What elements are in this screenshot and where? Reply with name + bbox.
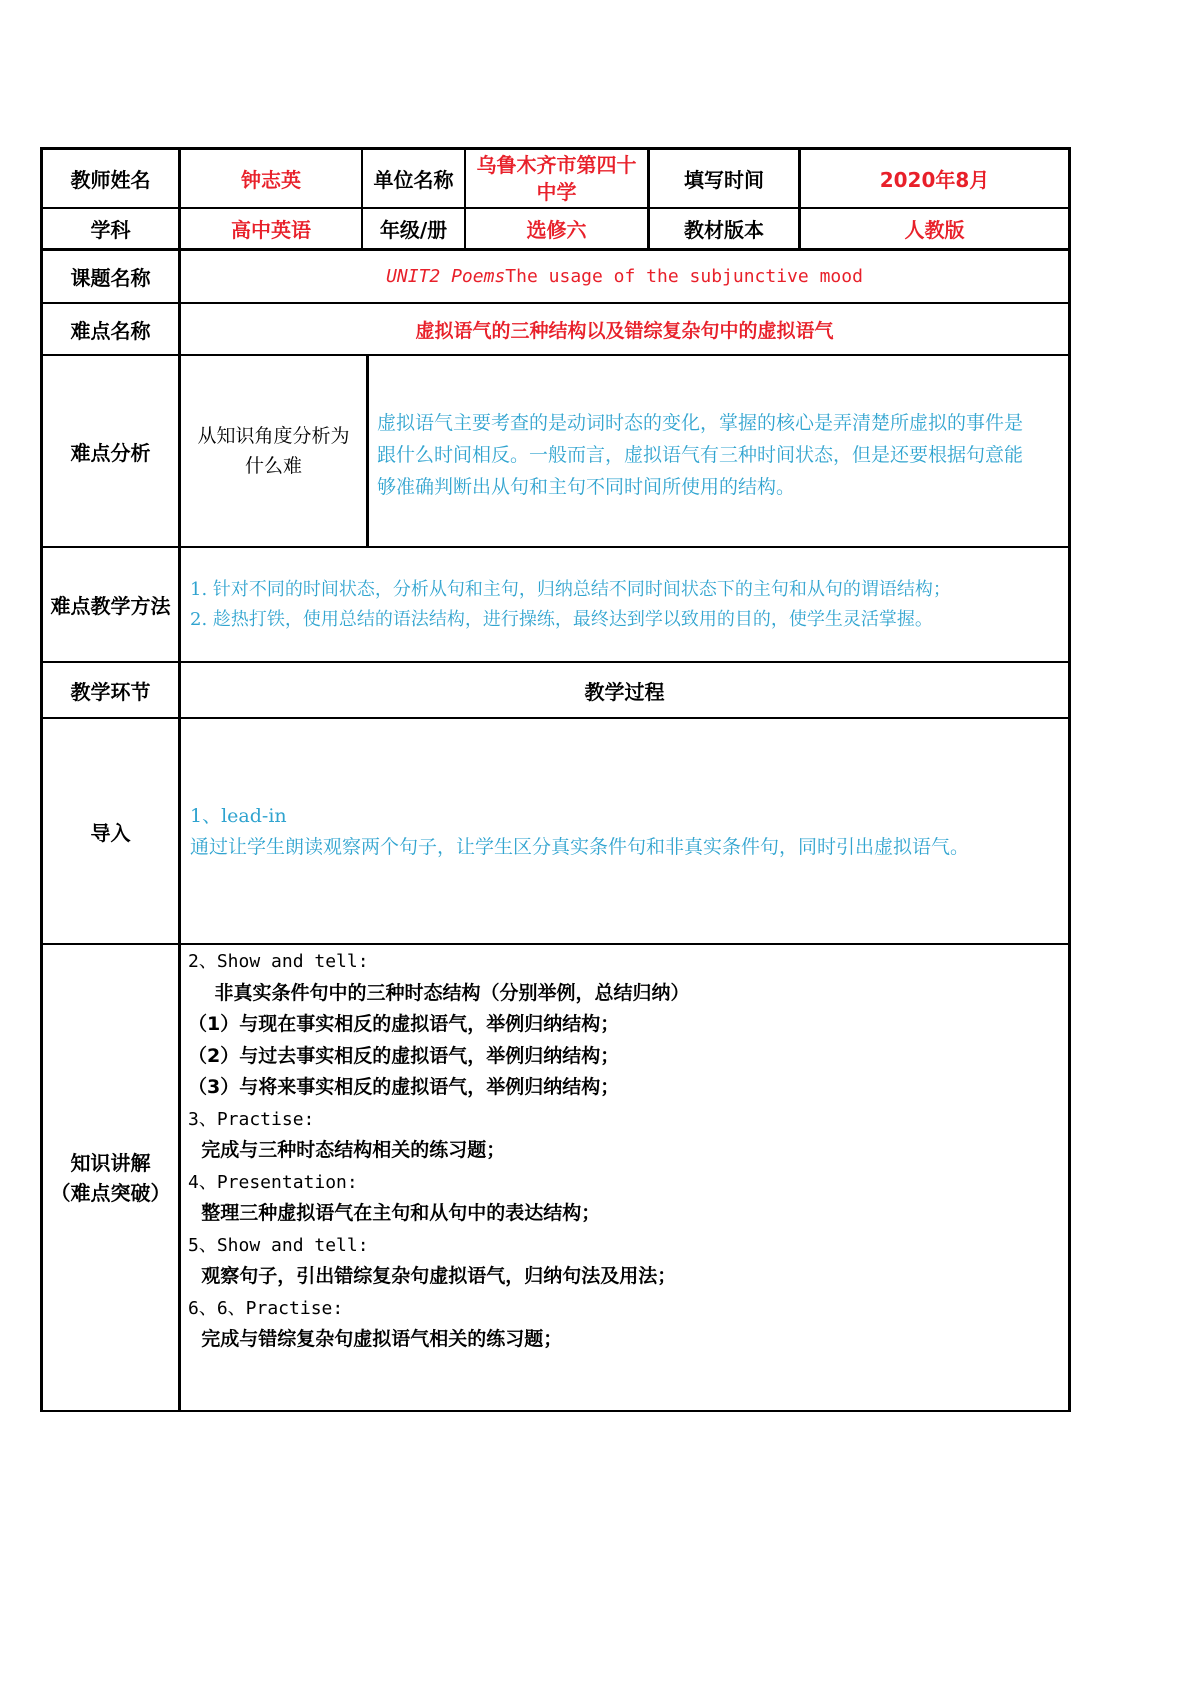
difficulty-label: 难点名称 <box>70 318 151 343</box>
process-step: 6、6、Practise: <box>188 1297 344 1319</box>
date-value: 2020年8月 <box>879 168 990 192</box>
intro-text <box>190 801 1065 863</box>
analysis-text-line3: 够准确判断出从句和主句不同时间所使用的结构。 <box>377 476 796 498</box>
topic-label: 课题名称 <box>70 266 151 290</box>
row-line <box>40 943 1071 945</box>
subject-label: 学科 <box>90 218 131 242</box>
unit-label: 单位名称 <box>373 168 454 192</box>
intro-line-1: 1、lead-in <box>190 805 287 827</box>
analysis-text-line1: 虚拟语气主要考查的是动词时态的变化，掌握的核心是弄清楚所虚拟的事件是 <box>377 412 1024 434</box>
process-step: （1）与现在事实相反的虚拟语气，举例归纳结构； <box>188 1013 620 1035</box>
analysis-sub-label-line2: 什么难 <box>244 455 302 477</box>
table-border-right <box>1068 147 1071 1412</box>
grade-label: 年级/册 <box>379 218 448 242</box>
unit-value-line1: 乌鲁木齐市第四十 <box>476 152 637 177</box>
topic-unit: UNIT2 Poems <box>386 266 506 287</box>
analysis-text-line2: 跟什么时间相反。一般而言，虚拟语气有三种时间状态，但是还要根据句意能 <box>377 444 1024 466</box>
teacher-value: 钟志英 <box>241 168 301 192</box>
process-step: 观察句子，引出错综复杂句虚拟语气，归纳句法及用法； <box>188 1265 677 1287</box>
process-step: 非真实条件句中的三种时态结构（分别举例，总结归纳） <box>188 981 690 1004</box>
process-step: 5、Show and tell: <box>188 1234 369 1256</box>
teacher-label: 教师姓名 <box>70 168 151 192</box>
row-line <box>40 717 1071 719</box>
col-line <box>366 354 369 548</box>
knowledge-label-line1: 知识讲解 <box>70 1150 151 1175</box>
row-line <box>40 546 1071 548</box>
unit-value <box>466 150 647 207</box>
process-step: 3、Practise: <box>188 1108 315 1130</box>
analysis-text <box>377 407 1062 503</box>
process-step: （2）与过去事实相反的虚拟语气，举例归纳结构； <box>188 1044 620 1067</box>
analysis-sub-label-line1: 从知识角度分析为 <box>197 425 350 447</box>
analysis-label: 难点分析 <box>70 440 151 465</box>
knowledge-process <box>188 946 1063 1356</box>
edition-label: 教材版本 <box>684 218 764 242</box>
edition-value: 人教版 <box>904 218 965 242</box>
method-item-1: 1. 针对不同的时间状态，分析从句和主句，归纳总结不同时间状态下的主句和从句的谓语结构； <box>190 579 951 600</box>
date-label: 填写时间 <box>684 168 764 192</box>
method-item-2: 2. 趁热打铁，使用总结的语法结构，进行操练，最终达到学以致用的目的，使学生灵活掌握。 <box>190 609 933 630</box>
intro-label: 导入 <box>90 820 131 845</box>
topic-value <box>181 251 1068 302</box>
process-step: 完成与三种时态结构相关的练习题； <box>188 1139 506 1161</box>
process-label: 教学过程 <box>584 679 665 704</box>
grade-value: 选修六 <box>526 218 587 242</box>
method-label: 难点教学方法 <box>50 594 171 618</box>
process-step: 整理三种虚拟语气在主句和从句中的表达结构； <box>188 1202 601 1224</box>
intro-line-2: 通过让学生朗读观察两个句子，让学生区分真实条件句和非真实条件句，同时引出虚拟语气。 <box>190 836 970 858</box>
knowledge-label <box>43 945 178 1410</box>
process-step: （3）与将来事实相反的虚拟语气，举例归纳结构； <box>188 1076 620 1098</box>
difficulty-value: 虚拟语气的三种结构以及错综复杂句中的虚拟语气 <box>415 319 834 342</box>
subject-value: 高中英语 <box>231 218 311 242</box>
unit-value-line2: 中学 <box>536 179 577 204</box>
process-step: 4、Presentation: <box>188 1171 358 1193</box>
knowledge-label-line2: （难点突破） <box>50 1180 171 1205</box>
process-step: 2、Show and tell: <box>188 951 369 972</box>
topic-title: The usage of the subjunctive mood <box>505 266 863 287</box>
process-step: 完成与错综复杂句虚拟语气相关的练习题； <box>188 1328 563 1350</box>
table-border-bottom <box>40 1410 1071 1412</box>
analysis-sub-label <box>181 356 366 546</box>
stage-label: 教学环节 <box>70 679 151 704</box>
method-text <box>190 575 1065 635</box>
